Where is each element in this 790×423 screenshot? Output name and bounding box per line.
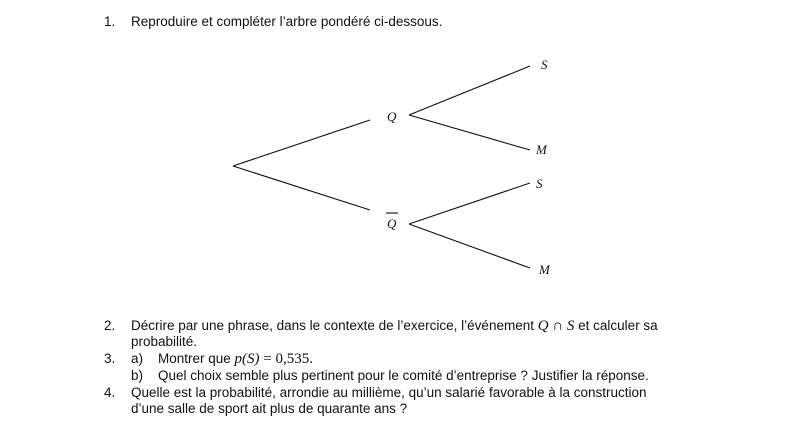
branch-root-qbar [233,166,370,210]
branch-q-s [409,66,530,115]
question-4-line-1: Quelle est la probabilité, arrondie au millième, qu’un salarié favorable à la construction [131,385,647,400]
question-3a-label: a) [131,351,144,366]
node-qbar: Q [387,216,397,231]
math-value: = 0,535. [259,351,314,367]
question-2-text-before: Décrire par une phrase, dans le contexte de l’exercice, l’événement [131,318,538,333]
question-2-line-2: probabilité. [131,334,198,349]
item-number-4: 4. [104,385,116,400]
question-1-text: Reproduire et compléter l’arbre pondéré ci-dessous. [131,14,443,29]
question-3b-text: Quel choix semble plus pertinent pour le comité d’entreprise ? Justifier la réponse. [158,368,649,383]
branch-qbar-m [409,224,530,268]
question-3a-text [158,351,313,367]
question-3b-label: b) [131,368,144,383]
item-number-1: 1. [104,14,116,29]
question-4-line-2: d’une salle de sport ait plus de quarante ans ? [131,401,408,416]
branch-qbar-s [409,183,530,224]
branch-root-q [233,120,370,166]
question-2-line-1 [131,318,658,334]
branch-q-m [409,115,530,150]
node-m-top: M [536,142,547,157]
item-number-2: 2. [104,318,116,333]
item-number-3: 3. [104,351,116,366]
node-s-bottom: S [536,176,543,191]
question-3a-prefix: Montrer que [158,351,235,366]
event-q-inter-s: Q ∩ S [537,318,575,334]
math-p: p [234,351,243,367]
question-2-text-after: et calculer sa [574,318,658,333]
math-s: (S) [242,351,260,367]
node-m-bottom: M [539,262,550,277]
node-q: Q [387,109,397,124]
node-s-top: S [541,57,548,72]
